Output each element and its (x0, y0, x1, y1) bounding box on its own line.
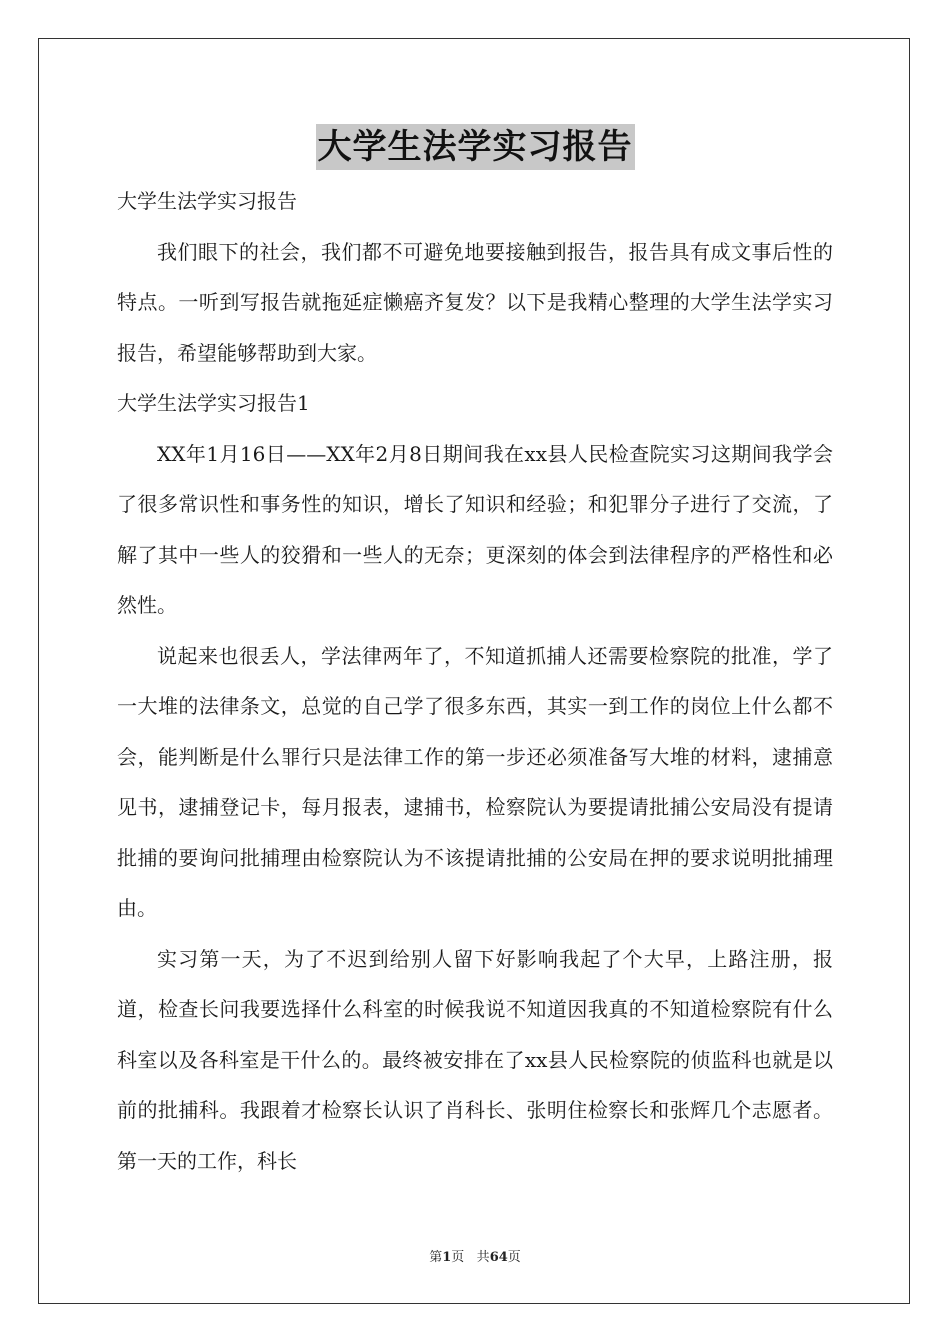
total-suffix: 页 (507, 1250, 521, 1265)
title-wrap (0, 124, 950, 170)
paragraph: 说起来也很丢人，学法律两年了，不知道抓捕人还需要检察院的批准，学了一大堆的法律条文，总觉的自己学了很多东西，其实一到工作的岗位上什么都不会，能判断是什么罪行只是法律工作的第一步还必须准备写大堆的材料，逮捕意见书，逮捕登记卡，每月报表，逮捕书，检察院认为要提请批捕公安局没有提请批捕的要询问批捕理由检察院认为不该提请批捕的公安局在押的要求说明批捕理由。 (117, 643, 833, 920)
document-body (117, 176, 833, 1186)
paragraph: XX年1月16日——XX年2月8日期间我在xx县人民检查院实习这期间我学会了很多常识性和事务性的知识，增长了知识和经验；和犯罪分子进行了交流，了解了其中一些人的狡猾和一些人的无奈；更深刻的体会到法律程序的严格性和必然性。 (117, 441, 833, 617)
page-footer (0, 1246, 950, 1265)
page-prefix: 第 (429, 1250, 443, 1265)
paragraph: 我们眼下的社会，我们都不可避免地要接触到报告，报告具有成文事后性的特点。一听到写报告就拖延症懒癌齐复发？以下是我精心整理的大学生法学实习报告，希望能够帮助到大家。 (117, 239, 833, 365)
paragraph: 大学生法学实习报告 (117, 189, 297, 213)
page-suffix: 页 (451, 1250, 465, 1265)
document-title: 大学生法学实习报告 (316, 124, 635, 170)
total-prefix: 共 (476, 1250, 490, 1265)
paragraph: 实习第一天，为了不迟到给别人留下好影响我起了个大早，上路注册，报道，检查长问我要选择什么科室的时候我说不知道因我真的不知道检察院有什么科室以及各科室是干什么的。最终被安排在了xx县人民检察院的侦监科也就是以前的批捕科。我跟着才检察长认识了肖科长、张明住检察长和张辉几个志愿者。第一天的工作，科长 (117, 946, 833, 1173)
page-number: 1 (442, 1250, 452, 1265)
total-pages: 64 (489, 1250, 508, 1265)
section-heading: 大学生法学实习报告1 (117, 391, 310, 415)
